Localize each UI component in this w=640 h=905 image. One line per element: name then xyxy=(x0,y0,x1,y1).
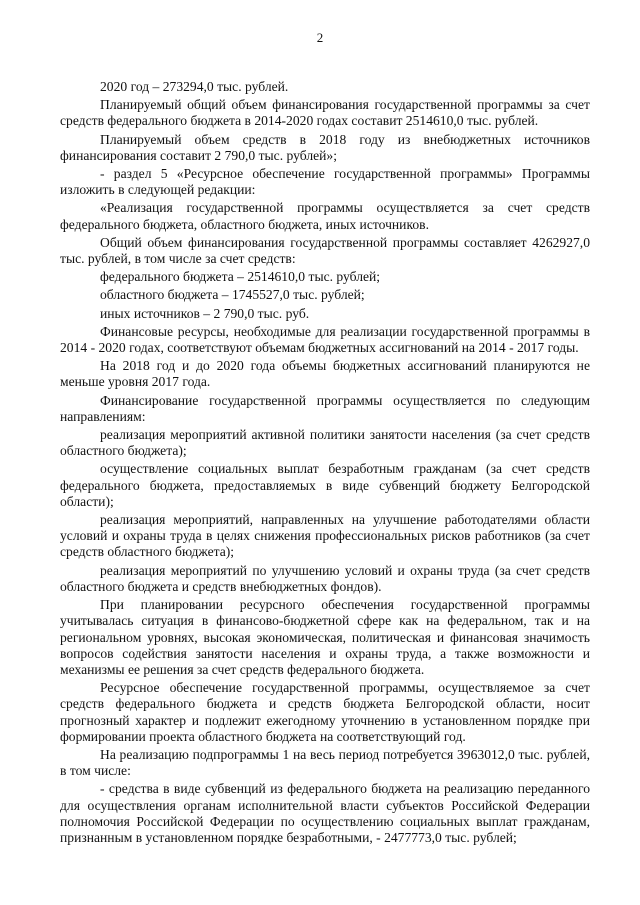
document-body xyxy=(60,79,590,848)
paragraph: «Реализация государственной программы осуществляется за счет средств федерального бюджета, областного бюджета, иных источников. xyxy=(60,200,590,232)
paragraph: 2020 год – 273294,0 тыс. рублей. xyxy=(100,79,289,94)
paragraph: Планируемый общий объем финансирования государственной программы за счет средств федерального бюджета в 2014-2020 годах составит 2514610,0 тыс. рублей. xyxy=(60,97,590,129)
paragraph: реализация мероприятий по улучшению условий и охраны труда (за счет средств областного бюджета и средств внебюджетных фондов). xyxy=(60,562,590,594)
paragraph: При планировании ресурсного обеспечения государственной программы учитывалась ситуация в финансово-бюджетной сфере как на федеральном, так и на региональном уровнях, высокая экономическая, политическая и финансовая значимость вопросов содействия занятости населения и охраны труда, а также возможности и механизмы ее решения за счет средств федерального бюджета. xyxy=(60,597,590,677)
paragraph: осуществление социальных выплат безработным гражданам (за счет средств федерального бюджета, предоставляемых в виде субвенций бюджету Белгородской области); xyxy=(60,461,590,509)
paragraph: иных источников – 2 790,0 тыс. руб. xyxy=(100,305,310,321)
paragraph: На реализацию подпрограммы 1 на весь период потребуется 3963012,0 тыс. рублей, в том числе: xyxy=(60,746,590,779)
paragraph: реализация мероприятий активной политики занятости населения (за счет средств областного бюджета); xyxy=(60,427,590,459)
paragraph: областного бюджета – 1745527,0 тыс. рублей; xyxy=(100,287,365,303)
paragraph: На 2018 год и до 2020 года объемы бюджетных ассигнований планируются не меньше уровня 2017 года. xyxy=(60,358,590,390)
paragraph: Финансирование государственной программы осуществляется по следующим направлениям: xyxy=(60,392,590,424)
paragraph: Ресурсное обеспечение государственной программы, осуществляемое за счет средств федерального бюджета и средств бюджета Белгородской области, носит прогнозный характер и подлежит ежегодному уточнению в установленном порядке при формировании проекта областного бюджета на соответствующий год. xyxy=(60,680,590,744)
paragraph: Общий объем финансирования государственной программы составляет 4262927,0 тыс. рублей, в том числе за счет средств: xyxy=(60,234,590,267)
paragraph: Финансовые ресурсы, необходимые для реализации государственной программы в 2014 - 2020 годах, соответствуют объемам бюджетных ассигнований на 2014 - 2017 годы. xyxy=(60,323,590,356)
paragraph: Планируемый объем средств в 2018 году из внебюджетных источников финансирования составит 2 790,0 тыс. рублей»; xyxy=(60,131,590,163)
page-number: 2 xyxy=(316,30,324,45)
paragraph: реализация мероприятий, направленных на улучшение работодателями области условий и охраны труда в целях снижения профессиональных рисков работников (за счет средств областного бюджета); xyxy=(60,512,590,560)
paragraph: - раздел 5 «Ресурсное обеспечение государственной программы» Программы изложить в следующей редакции: xyxy=(60,166,590,198)
paragraph: федерального бюджета – 2514610,0 тыс. рублей; xyxy=(100,269,381,285)
paragraph: - средства в виде субвенций из федерального бюджета на реализацию переданного для осуществления органам исполнительной власти субъектов Российской Федерации полномочия Российской Федерации по осуществлению социальных выплат гражданам, признанным в установленном порядке безработными, - 2477773,0 тыс. рублей; xyxy=(60,781,590,845)
